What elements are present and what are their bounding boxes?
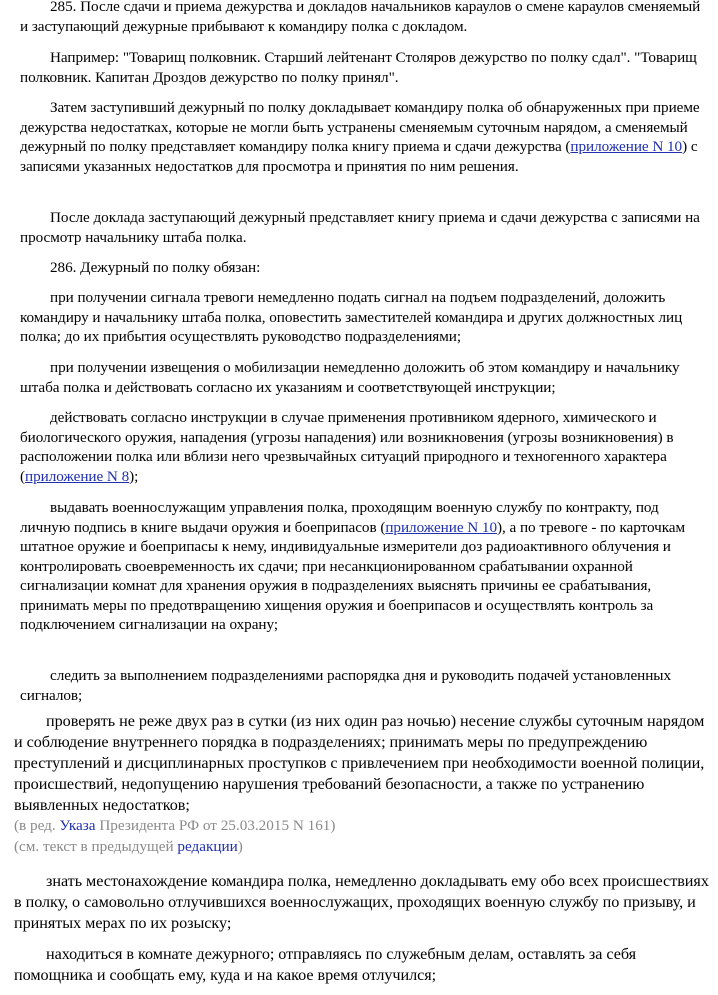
duty-alarm: при получении сигнала тревоги немедленно подать сигнал на подъем подразделений, доложить командиру и начальнику штаба полка, оповестить заместителей командира и других должностных лиц полка; до их прибытия осуществлять руководство подразделениями; — [20, 289, 683, 345]
edit-note — [0, 815, 718, 836]
previous-edition-link[interactable]: редакции — [177, 838, 238, 855]
nuclear-text-before: действовать согласно инструкции в случае применения противником ядерного, химического и биологического оружия, нападения (угрозы нападения) или возникновения (угрозы возникновения) в расположении полка или вблизи него чрезвычайных ситуаций природного и техногенного характера ( — [20, 409, 674, 485]
paragraph-after-report: После доклада заступающий дежурный представляет книгу приема и сдачи дежурства с записями на просмотр начальнику штаба полка. — [20, 209, 700, 246]
then-text-before: Затем заступивший дежурный по полку докладывает командиру полка об обнаруженных при приеме дежурства недостатках, которые не могли быть устранены сменяемым суточным нарядом, а сменяемый дежурный по полку представляет командиру полка книгу приема и сдачи дежурства ( — [20, 99, 700, 155]
appendix-10-link-2[interactable]: приложение N 10 — [385, 518, 498, 536]
duty-mobilization: при получении извещения о мобилизации немедленно доложить об этом командиру и начальнику штаба полка и действовать согласно их указаниям и соответствующей инструкции; — [20, 359, 680, 396]
paragraph-then-report — [0, 98, 718, 176]
duty-routine: следить за выполнением подразделениями распорядка дня и руководить подачей установленных сигналов; — [20, 667, 671, 704]
duty-stay-in-room: находиться в комнате дежурного; отправляясь по служебным делам, оставлять за себя помощника и сообщать ему, куда и на какое время отлучился; — [14, 945, 637, 984]
prev-note-suffix: ) — [237, 838, 243, 855]
edit-note-prefix: (в ред. — [14, 817, 60, 834]
duty-weapons — [0, 498, 718, 635]
edit-note-suffix: Президента РФ от 25.03.2015 N 161) — [95, 817, 336, 834]
appendix-10-link[interactable]: приложение N 10 — [570, 138, 683, 155]
appendix-8-link[interactable]: приложение N 8 — [25, 467, 130, 485]
weapons-text-after: ), а по тревоге - по карточкам штатное оружие и боеприпасы к нему, индивидуальные измерители доз радиоактивного облучения и контролировать своевременность их сдачи; при несанкционированном срабатывании охранной сигнализации комнат для хранения оружия в подразделениях выяснять причины ее срабатывания, принимать меры по предотвращению хищения оружия и боеприпасов и осуществлять контроль за подключением сигнализации на охрану; — [20, 518, 686, 633]
previous-edition-note — [0, 836, 718, 857]
duty-know-location: знать местонахождение командира полка, немедленно докладывать ему обо всех происшествиях в полку, о самовольно отлучившихся военнослужащих, проходящих военную службу по призыву, и принятых мерах по их розыску; — [14, 872, 709, 932]
then-text-after: ) с записями указанных недостатков для просмотра и принятия по ним решения. — [20, 138, 698, 175]
duty-nuclear — [0, 408, 718, 486]
prev-note-prefix: (см. текст в предыдущей — [14, 838, 178, 855]
paragraph-example: Например: "Товарищ полковник. Старший лейтенант Столяров дежурство по полку сдал". "Товарищ полковник. Капитан Дроздов дежурство по полку принял". — [20, 49, 697, 86]
paragraph-286-heading: 286. Дежурный по полку обязан: — [50, 259, 261, 276]
duty-check: проверять не реже двух раз в сутки (из них один раз ночью) несение службы суточным нарядом и соблюдение внутреннего порядка в подразделениях; принимать меры по предупреждению преступлений и дисциплинарных проступков с привлечением при необходимости военной полиции, происшествий, недопущению нарушения требований безопасности, а также по устранению выявленных недостатков; — [14, 712, 705, 814]
paragraph-285: 285. После сдачи и приема дежурства и докладов начальников караулов о смене караулов сменяемый и заступающий дежурные прибывают к командиру полка с докладом. — [20, 0, 701, 35]
nuclear-text-after: ); — [129, 467, 139, 485]
weapons-text-before: выдавать военнослужащим управления полка, проходящим военную службу по контракту, под личную подпись в книге выдачи оружия и боеприпасов ( — [20, 499, 659, 536]
decree-link[interactable]: Указа — [59, 817, 96, 834]
